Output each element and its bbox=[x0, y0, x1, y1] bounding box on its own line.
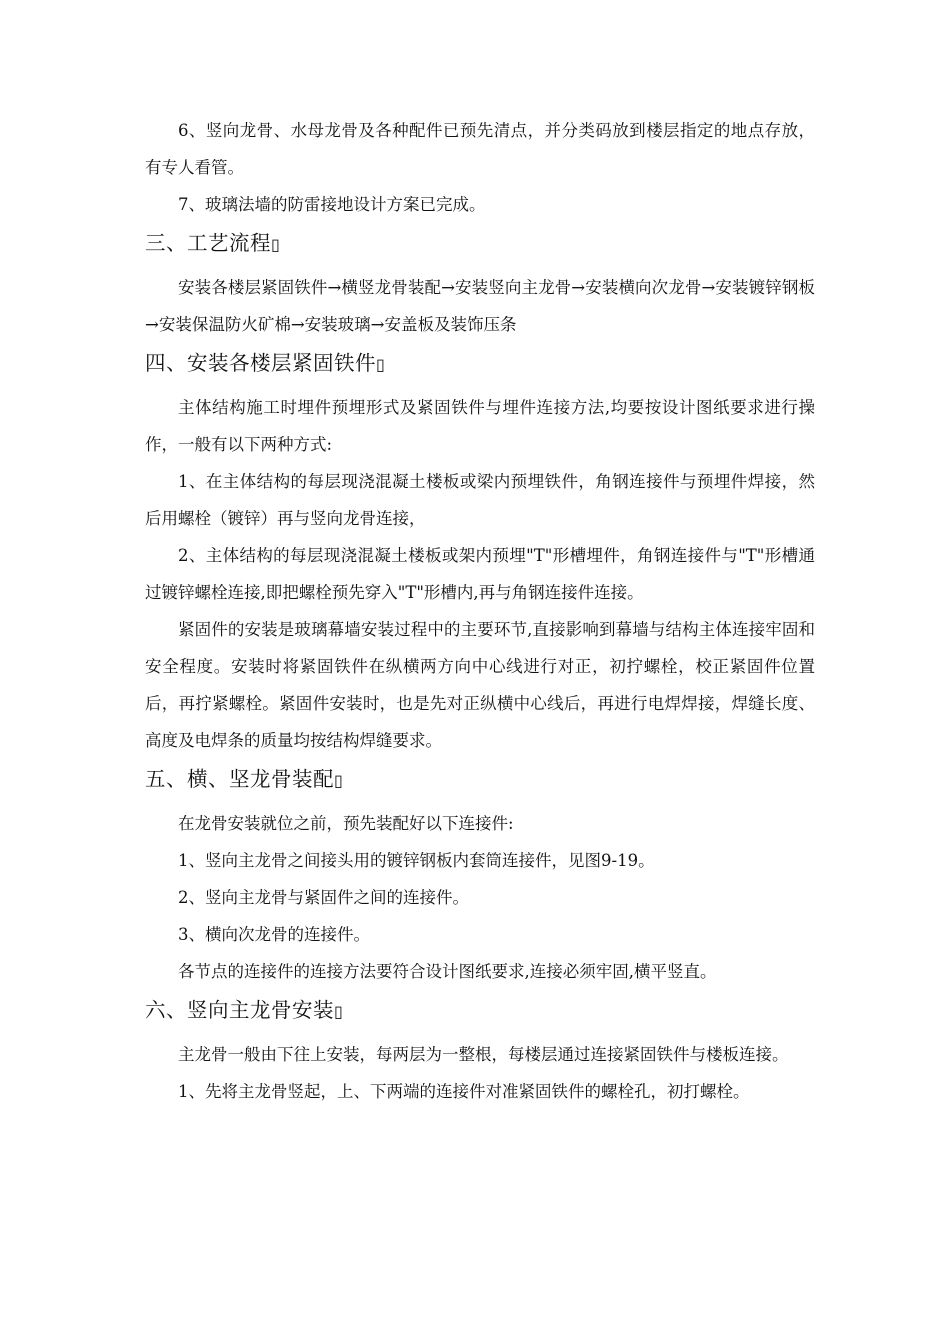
paragraph: 紧固件的安装是玻璃幕墙安装过程中的主要环节,直接影响到幕墙与结构主体连接牢固和安全程度。安装时将紧固铁件在纵横两方向中心线进行对正，初拧螺栓，校正紧固件位置后，再拧紧螺栓。紧固件安装时，也是先对正纵横中心线后，再进行电焊焊接，焊缝长度、高度及电焊条的质量均按结构焊缝要求。 bbox=[145, 620, 815, 750]
paragraph: 1、竖向主龙骨之间接头用的镀锌钢板内套筒连接件，见图9-19。 bbox=[178, 851, 655, 870]
paragraph: 安装各楼层紧固铁件→横竖龙骨装配→安装竖向主龙骨→安装横向次龙骨→安装镀锌钢板→安装保温防火矿棉→安装玻璃→安盖板及装饰压条 bbox=[145, 278, 815, 334]
paragraph: 3、横向次龙骨的连接件。 bbox=[178, 925, 370, 944]
paragraph: 2、竖向主龙骨与紧固件之间的连接件。 bbox=[178, 888, 469, 907]
section-heading bbox=[145, 759, 815, 801]
section-heading bbox=[145, 223, 815, 265]
paragraph: 1、先将主龙骨竖起，上、下两端的连接件对准紧固铁件的螺栓孔，初打螺栓。 bbox=[178, 1082, 750, 1101]
section-heading bbox=[145, 343, 815, 385]
heading-text: 四、安装各楼层紧固铁件 bbox=[145, 351, 376, 375]
paragraph: 7、玻璃法墙的防雷接地设计方案已完成。 bbox=[178, 195, 486, 214]
paragraph: 6、竖向龙骨、水母龙骨及各种配件已预先清点，并分类码放到楼层指定的地点存放，有专人看管。 bbox=[145, 121, 815, 177]
heading-text: 三、工艺流程 bbox=[145, 231, 271, 255]
section-heading bbox=[145, 990, 815, 1032]
heading-mark: ▯ bbox=[376, 355, 386, 374]
heading-mark: ▯ bbox=[271, 235, 281, 254]
paragraph: 2、主体结构的每层现浇混凝土楼板或架内预埋"T"形槽埋件，角钢连接件与"T"形槽通过镀锌螺栓连接,即把螺栓预先穿入"T"形槽内,再与角钢连接件连接。 bbox=[145, 546, 815, 602]
paragraph: 1、在主体结构的每层现浇混凝土楼板或梁内预埋铁件，角钢连接件与预埋件焊接，然后用螺栓（镀锌）再与竖向龙骨连接， bbox=[145, 472, 815, 528]
heading-text: 六、竖向主龙骨安装 bbox=[145, 998, 334, 1022]
heading-text: 五、横、坚龙骨装配 bbox=[145, 767, 334, 791]
paragraph: 各节点的连接件的连接方法要符合设计图纸要求,连接必须牢固,横平竖直。 bbox=[178, 962, 717, 981]
paragraph: 主龙骨一般由下往上安装，每两层为一整根，每楼层通过连接紧固铁件与楼板连接。 bbox=[178, 1045, 789, 1064]
paragraph: 在龙骨安装就位之前，预先装配好以下连接件: bbox=[178, 814, 514, 833]
paragraph: 主体结构施工时埋件预埋形式及紧固铁件与埋件连接方法,均要按设计图纸要求进行操作，一般有以下两种方式: bbox=[145, 398, 815, 454]
heading-mark: ▯ bbox=[334, 771, 344, 790]
document-page bbox=[145, 112, 815, 1110]
heading-mark: ▯ bbox=[334, 1002, 344, 1021]
